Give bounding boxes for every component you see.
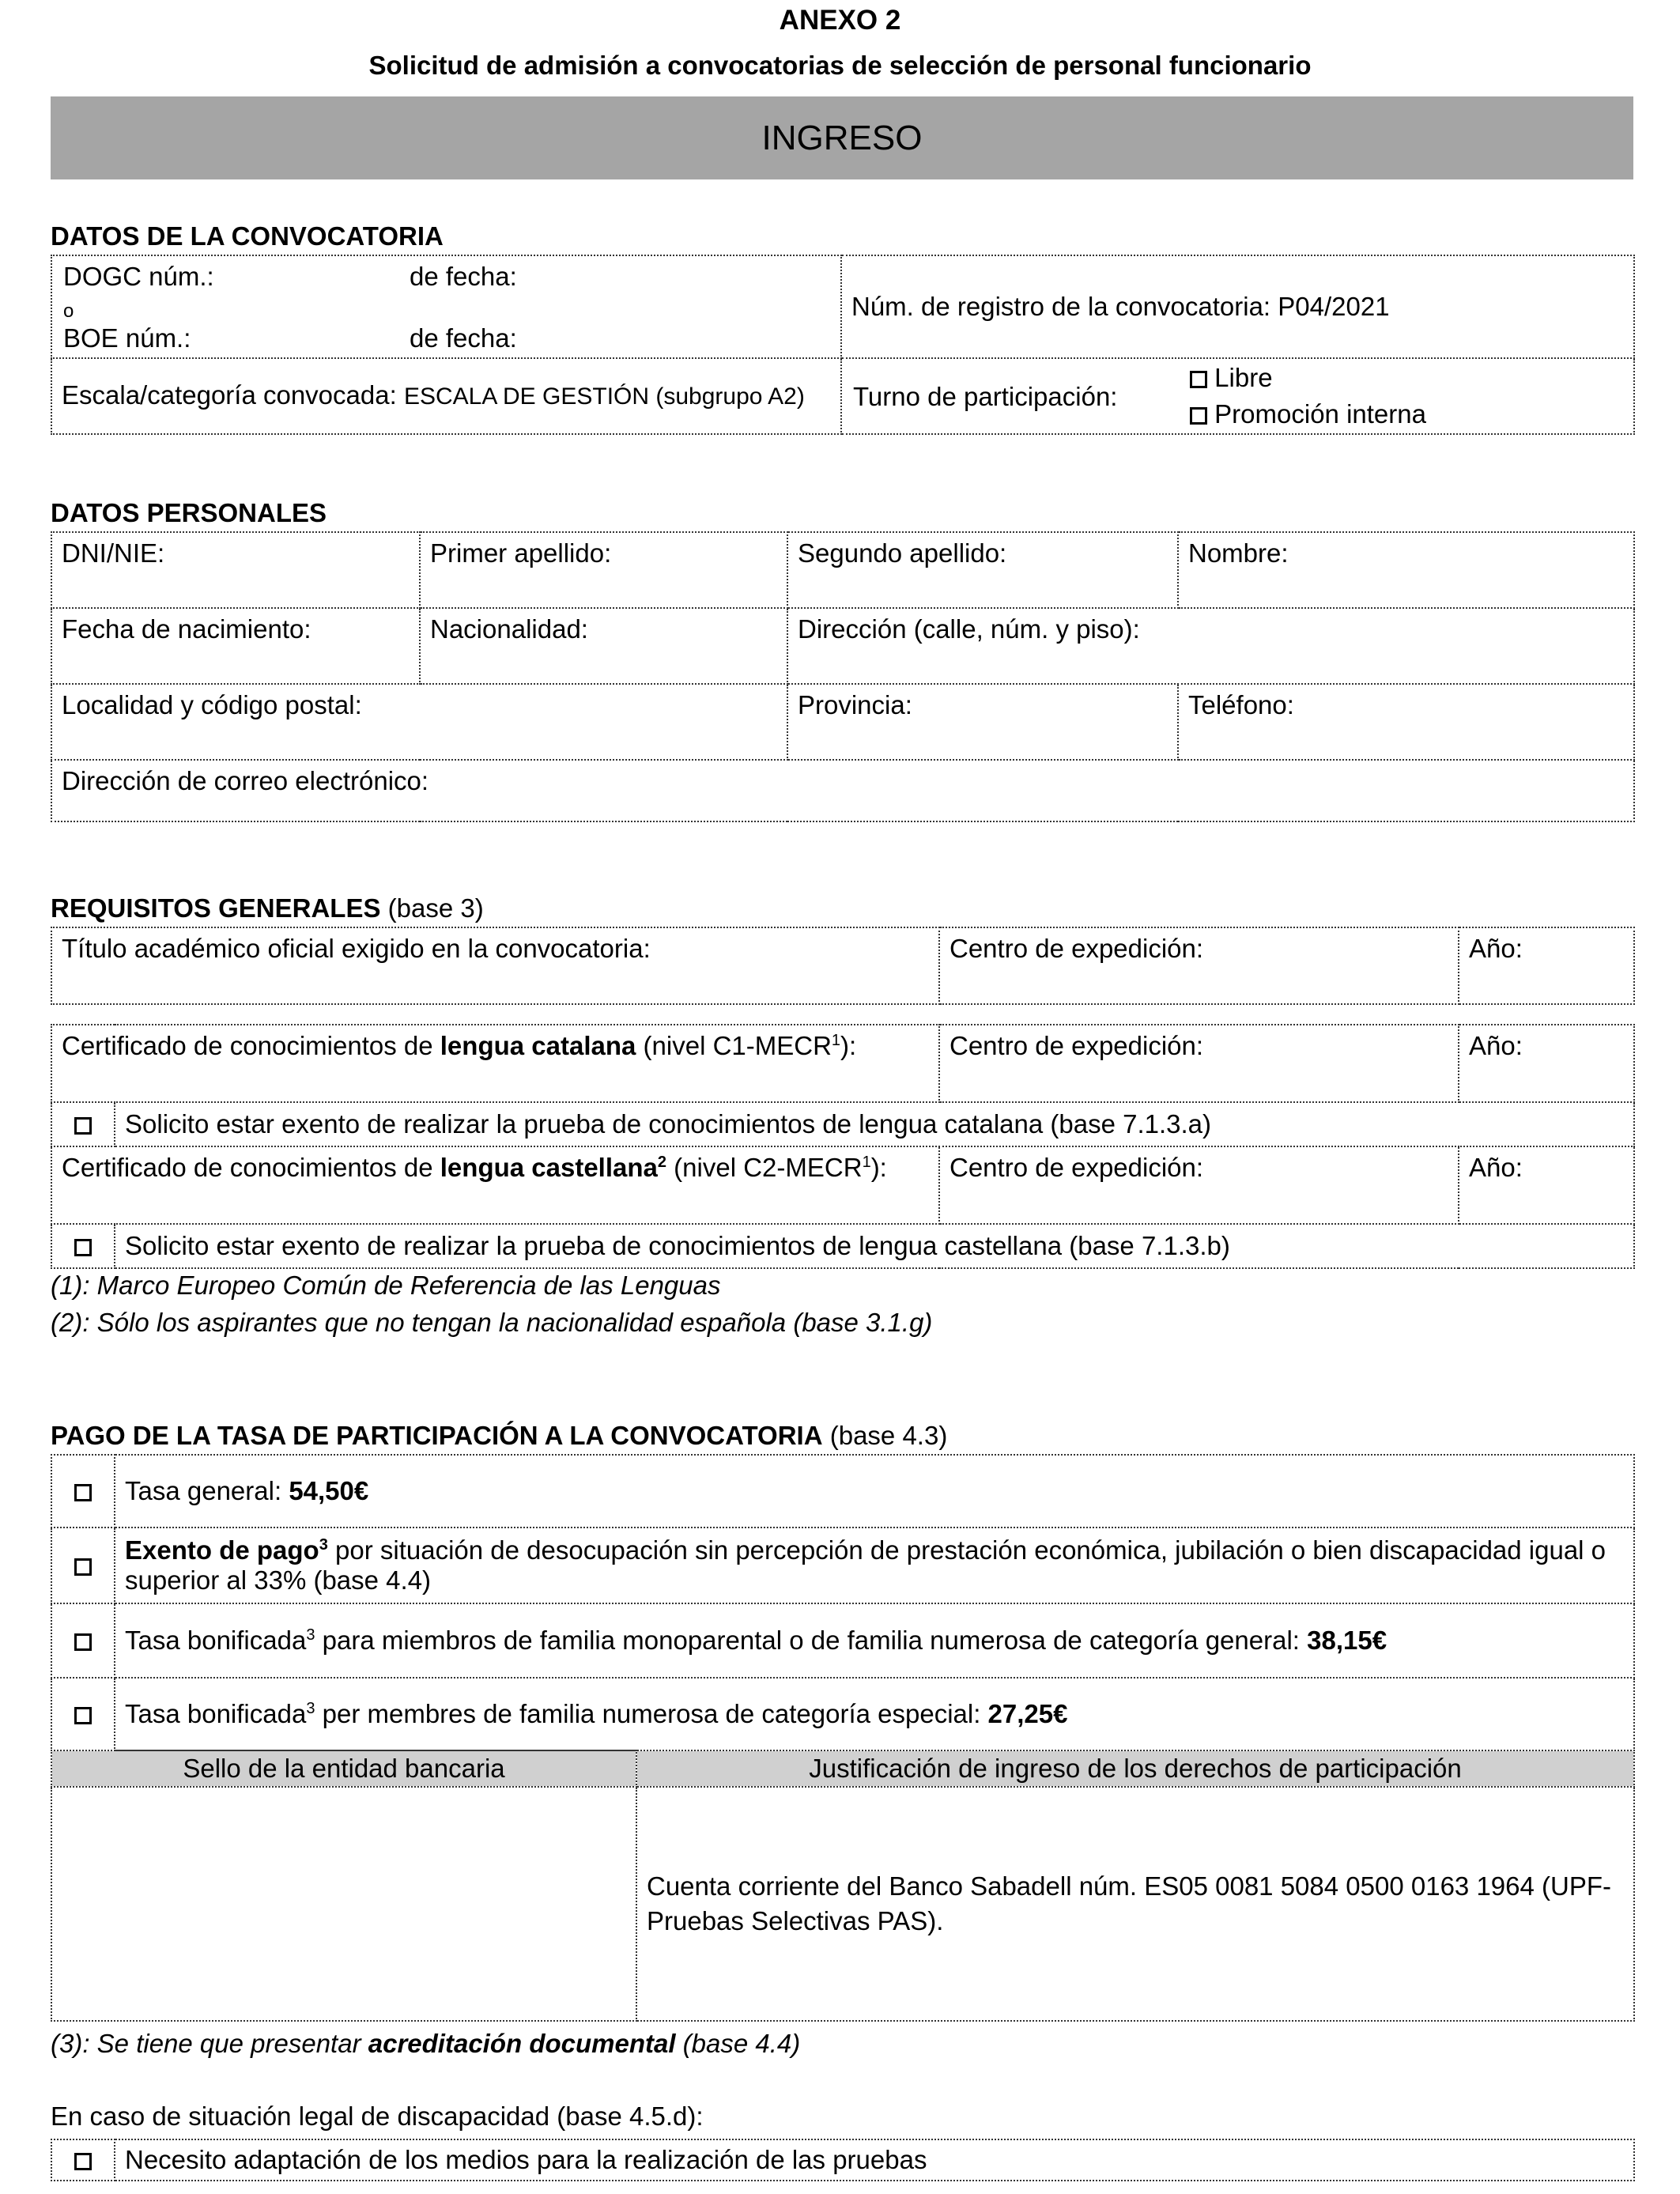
- tasa-bonificada-1-pre: Tasa bonificada: [125, 1626, 307, 1655]
- ingreso-banner: [51, 96, 1633, 179]
- registro-text: Núm. de registro de la convocatoria: P04/2021: [851, 292, 1390, 321]
- tasa-general-amount: 54,50€: [289, 1476, 369, 1505]
- sello-header: [51, 1750, 636, 1787]
- tasa-bonificada-2-text: per membres de familia numerosa de categoría especial:: [315, 1699, 988, 1728]
- exento-pago-text: por situación de desocupación sin percepción de prestación económica, jubilación o bien discapacidad igual o superior al 33% (base 4.4): [125, 1535, 1606, 1595]
- email-label: Dirección de correo electrónico:: [62, 766, 429, 795]
- footnote-3-pre: (3): Se tiene que presentar: [51, 2029, 368, 2058]
- exento-castellano-label: Solicito estar exento de realizar la prueba de conocimientos de lengua castellana (base 7.1.3.b): [125, 1231, 1230, 1260]
- annex-title: ANEXO 2: [779, 5, 901, 36]
- dni-label: DNI/NIE:: [62, 538, 165, 568]
- tasa-bonificada-2-amount: 27,25€: [987, 1699, 1068, 1728]
- footnote-1: (1): Marco Europeo Común de Referencia de las Lenguas: [51, 1271, 721, 1300]
- requisitos-ref: (base 3): [380, 893, 484, 923]
- escala-value: ESCALA DE GESTIÓN (subgrupo A2): [403, 383, 805, 410]
- email-field[interactable]: [51, 760, 1634, 821]
- telefono-field[interactable]: [1178, 684, 1634, 760]
- turno-label: Turno de participación:: [853, 382, 1118, 411]
- turno-libre-option[interactable]: [1190, 362, 1273, 394]
- titulo-anio-field[interactable]: [1459, 927, 1634, 1004]
- exento-catalan-checkbox-cell[interactable]: [51, 1102, 115, 1146]
- cuenta-cell: [636, 1787, 1634, 2021]
- turno-libre-label: Libre: [1214, 363, 1273, 392]
- exento-castellano-checkbox-cell[interactable]: [51, 1224, 115, 1268]
- boe-label: BOE núm.:: [63, 323, 191, 353]
- titulo-anio-label: Año:: [1469, 934, 1523, 963]
- tasa-bonificada-1-sup: 3: [306, 1626, 315, 1644]
- castellano-centro-label: Centro de expedición:: [949, 1153, 1204, 1182]
- escala-cell: [51, 358, 841, 434]
- exento-catalan-cell: [115, 1102, 1634, 1146]
- titulo-centro-label: Centro de expedición:: [949, 934, 1204, 963]
- castellano-cert-sup: 1: [862, 1154, 871, 1171]
- tasa-bonificada-1-amount: 38,15€: [1307, 1626, 1387, 1655]
- tasa-general-checkbox-cell[interactable]: [51, 1455, 115, 1527]
- catalan-cert-pre: Certificado de conocimientos de: [62, 1031, 440, 1060]
- exento-pago-checkbox[interactable]: [74, 1558, 92, 1576]
- telefono-label: Teléfono:: [1188, 690, 1294, 719]
- requisitos-title: REQUISITOS GENERALES: [51, 893, 381, 923]
- tasa-bonificada-2-pre: Tasa bonificada: [125, 1699, 307, 1728]
- exento-pago-sup: 3: [319, 1536, 328, 1554]
- exento-castellano-checkbox[interactable]: [74, 1239, 92, 1256]
- exento-pago-checkbox-cell[interactable]: [51, 1527, 115, 1603]
- titulo-label: Título académico oficial exigido en la convocatoria:: [62, 934, 651, 963]
- castellano-cert-pre: Certificado de conocimientos de: [62, 1153, 440, 1182]
- nacimiento-label: Fecha de nacimiento:: [62, 614, 311, 644]
- apellido1-label: Primer apellido:: [430, 538, 612, 568]
- sello-area[interactable]: [51, 1787, 636, 2021]
- catalan-anio-label: Año:: [1469, 1031, 1523, 1060]
- catalan-cert-post: (nivel C1-MECR: [636, 1031, 832, 1060]
- castellano-cert-field[interactable]: [51, 1146, 939, 1224]
- footnote-3: [51, 2029, 800, 2059]
- adaptacion-cell: [115, 2139, 1634, 2181]
- tasa-bonificada-2-checkbox-cell[interactable]: [51, 1678, 115, 1750]
- titulo-table: [51, 927, 1635, 1005]
- castellano-cert-bold: lengua castellana: [440, 1153, 658, 1182]
- exento-pago-cell: [115, 1527, 1634, 1603]
- nombre-field[interactable]: [1178, 532, 1634, 608]
- registro-cell: [841, 255, 1634, 358]
- catalan-centro-label: Centro de expedición:: [949, 1031, 1204, 1060]
- adaptacion-checkbox[interactable]: [74, 2153, 92, 2170]
- castellano-cert-sup-bold: 2: [657, 1154, 667, 1171]
- titulo-field[interactable]: [51, 927, 939, 1004]
- justificacion-header: [636, 1750, 1634, 1787]
- dogc-fecha-label: de fecha:: [410, 262, 517, 291]
- tasa-bonificada-1-cell: [115, 1603, 1634, 1678]
- discapacidad-intro: En caso de situación legal de discapacidad (base 4.5.d):: [51, 2101, 704, 2131]
- turno-libre-checkbox[interactable]: [1190, 371, 1207, 388]
- pago-ref: (base 4.3): [822, 1421, 948, 1450]
- escala-label: Escala/categoría convocada:: [62, 380, 404, 410]
- direccion-label: Dirección (calle, núm. y piso):: [798, 614, 1140, 644]
- turno-cell: [841, 358, 1634, 434]
- dogc-label: DOGC núm.:: [63, 262, 214, 291]
- castellano-cert-end: ):: [870, 1153, 887, 1182]
- catalan-anio-field[interactable]: [1459, 1025, 1634, 1102]
- turno-promocion-label: Promoción interna: [1214, 399, 1426, 429]
- form-subtitle: Solicitud de admisión a convocatorias de selección de personal funcionario: [368, 51, 1312, 80]
- tasa-general-checkbox[interactable]: [74, 1484, 92, 1501]
- convocatoria-table: [51, 255, 1635, 435]
- tasa-bonificada-1-text: para miembros de familia monoparental o de familia numerosa de categoría general:: [315, 1626, 1308, 1655]
- tasas-table: [51, 1454, 1635, 1751]
- banner-label: INGRESO: [761, 118, 923, 157]
- tasa-bonificada-2-sup: 3: [306, 1700, 315, 1717]
- catalan-cert-field[interactable]: [51, 1025, 939, 1102]
- turno-promocion-checkbox[interactable]: [1190, 407, 1207, 425]
- adaptacion-checkbox-cell[interactable]: [51, 2139, 115, 2181]
- nacimiento-field[interactable]: [51, 608, 420, 684]
- sello-label: Sello de la entidad bancaria: [183, 1754, 505, 1783]
- lenguas-table: [51, 1024, 1635, 1269]
- personales-table: [51, 531, 1635, 822]
- catalan-cert-bold: lengua catalana: [440, 1031, 636, 1060]
- castellano-cert-post: (nivel C2-MECR: [666, 1153, 863, 1182]
- exento-castellano-cell: [115, 1224, 1634, 1268]
- tasa-bonificada-2-cell: [115, 1678, 1634, 1750]
- apellido2-label: Segundo apellido:: [798, 538, 1007, 568]
- titulo-centro-field[interactable]: [939, 927, 1459, 1004]
- o-label: o: [63, 300, 74, 322]
- exento-catalan-checkbox[interactable]: [74, 1117, 92, 1135]
- pago-title: PAGO DE LA TASA DE PARTICIPACIÓN A LA CONVOCATORIA: [51, 1421, 823, 1450]
- exento-catalan-label: Solicito estar exento de realizar la prueba de conocimientos de lengua catalana (base 7.1.3.a): [125, 1109, 1212, 1139]
- section-personales: DATOS PERSONALES: [51, 498, 327, 527]
- nacionalidad-field[interactable]: [420, 608, 787, 684]
- nacionalidad-label: Nacionalidad:: [430, 614, 588, 644]
- cuenta-text: Cuenta corriente del Banco Sabadell núm. ES05 0081 5084 0500 0163 1964 (UPF-Pruebas Selectivas PAS).: [647, 1871, 1612, 1935]
- localidad-label: Localidad y código postal:: [62, 690, 362, 719]
- tasa-bonificada-2-checkbox[interactable]: [74, 1707, 92, 1724]
- footnote-3-bold: acreditación documental: [368, 2029, 676, 2058]
- provincia-label: Provincia:: [798, 690, 912, 719]
- justificacion-label: Justificación de ingreso de los derechos de participación: [809, 1754, 1462, 1783]
- catalan-cert-end: ):: [840, 1031, 857, 1060]
- boletin-cell[interactable]: [51, 255, 841, 358]
- castellano-centro-field[interactable]: [939, 1146, 1459, 1224]
- apellido2-field[interactable]: [787, 532, 1178, 608]
- castellano-anio-label: Año:: [1469, 1153, 1523, 1182]
- direccion-field[interactable]: [787, 608, 1634, 684]
- section-requisitos: [51, 893, 484, 923]
- turno-promocion-option[interactable]: [1190, 398, 1426, 430]
- catalan-cert-sup: 1: [831, 1032, 841, 1049]
- discapacidad-table: [51, 2139, 1635, 2181]
- boe-fecha-label: de fecha:: [410, 323, 517, 353]
- catalan-centro-field[interactable]: [939, 1025, 1459, 1102]
- nombre-label: Nombre:: [1188, 538, 1289, 568]
- localidad-field[interactable]: [51, 684, 787, 760]
- provincia-field[interactable]: [787, 684, 1178, 760]
- section-convocatoria: DATOS DE LA CONVOCATORIA: [51, 221, 444, 251]
- tasa-general-cell: [115, 1455, 1634, 1527]
- footnote-2: (2): Sólo los aspirantes que no tengan la nacionalidad española (base 3.1.g): [51, 1308, 933, 1337]
- tasa-bonificada-1-checkbox-cell[interactable]: [51, 1603, 115, 1678]
- apellido1-field[interactable]: [420, 532, 787, 608]
- dni-field[interactable]: [51, 532, 420, 608]
- tasa-bonificada-1-checkbox[interactable]: [74, 1633, 92, 1651]
- adaptacion-label: Necesito adaptación de los medios para la realización de las pruebas: [125, 2145, 927, 2174]
- castellano-anio-field[interactable]: [1459, 1146, 1634, 1224]
- tasa-general-label: Tasa general:: [125, 1476, 289, 1505]
- exento-pago-bold: Exento de pago: [125, 1535, 319, 1565]
- section-pago: [51, 1421, 947, 1451]
- footnote-3-post: (base 4.4): [675, 2029, 801, 2058]
- banco-table: [51, 1750, 1635, 2022]
